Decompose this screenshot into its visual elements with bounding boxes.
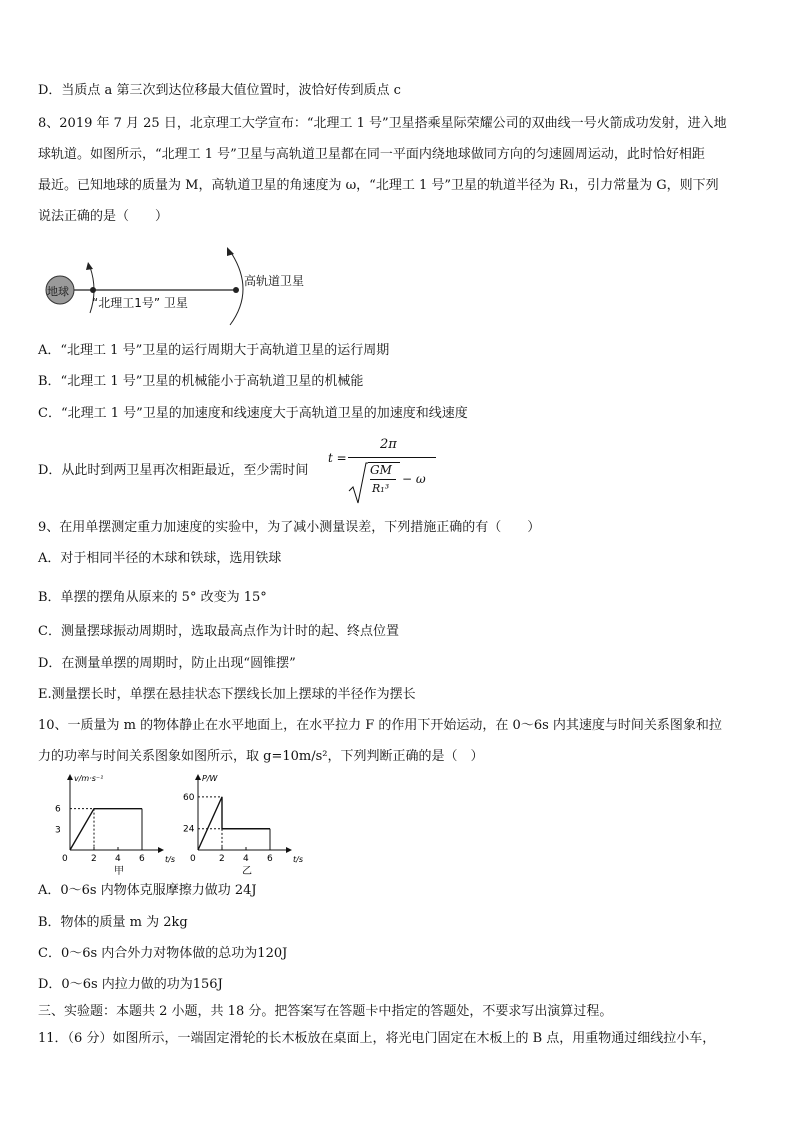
- q8-option-a: A．“北理工 1 号”卫星的运行周期大于高轨道卫星的运行周期: [38, 343, 390, 358]
- x-tick-label: 6: [267, 854, 273, 864]
- y-axis-label: v/m·s⁻¹: [74, 774, 104, 783]
- q8-option-c: C．“北理工 1 号”卫星的加速度和线速度大于高轨道卫星的加速度和线速度: [38, 406, 468, 421]
- q8-stem-line2: 球轨道。如图所示，“北理工 1 号”卫星与高轨道卫星都在同一平面内绕地球做同方向的匀速圆周运动，此时恰好相距: [38, 147, 705, 162]
- formula-r1: R₁³: [372, 482, 390, 495]
- q10-option-b: B．物体的质量 m 为 2kg: [38, 915, 188, 930]
- velocity-time-chart: [48, 772, 178, 882]
- high-satellite-dot: [233, 287, 239, 293]
- y-tick-label: 60: [183, 792, 195, 803]
- q9-option-a: A．对于相同半径的木球和铁球，选用铁球: [38, 551, 282, 566]
- q10-option-d: D．0～6s 内拉力做的功为156J: [38, 977, 223, 992]
- period-formula: [328, 437, 438, 507]
- x-axis-arrow: [286, 847, 292, 853]
- high-satellite-label: 高轨道卫星: [244, 274, 305, 288]
- series-line: [70, 809, 142, 850]
- x-axis-arrow: [158, 847, 164, 853]
- x-tick-label: 2: [219, 854, 225, 864]
- x-tick-label: 4: [115, 854, 121, 864]
- series-line: [198, 797, 270, 850]
- low-satellite-dot: [90, 287, 96, 293]
- formula-gm: GM: [370, 463, 392, 477]
- q9-stem: 9、在用单摆测定重力加速度的实验中，为了减小测量误差，下列措施正确的有（ ）: [38, 520, 541, 535]
- q8-option-d: D．从此时到两卫星再次相距最近，至少需时间: [38, 463, 309, 478]
- fraction-bar: [348, 457, 436, 458]
- power-time-chart: [176, 772, 306, 882]
- chart-caption: 乙: [242, 866, 252, 877]
- y-tick-label: 3: [55, 825, 61, 836]
- y-tick-label: 24: [183, 824, 195, 835]
- q8-stem-line4: 说法正确的是（ ）: [38, 209, 169, 224]
- x-axis-label: t/s: [165, 855, 175, 864]
- q11-stem-line1: 11．（6 分）如图所示，一端固定滑轮的长木板放在桌面上，将光电门固定在木板上的 B 点，用重物通过细线拉小车，: [38, 1031, 716, 1046]
- x-axis-label: t/s: [293, 855, 303, 864]
- x-tick-label: 6: [139, 854, 145, 864]
- q10-option-c: C．0～6s 内合外力对物体做的总功为120J: [38, 946, 288, 961]
- y-axis-label: P/W: [202, 774, 218, 783]
- x-tick-label: 2: [91, 854, 97, 864]
- q10-option-a: A．0～6s 内物体克服摩擦力做功 24J: [38, 883, 257, 898]
- formula-lhs: t =: [328, 451, 347, 465]
- low-satellite-label: “北理工1号” 卫星: [92, 296, 188, 310]
- q9-option-c: C．测量摆球振动周期时，选取最高点作为计时的起、终点位置: [38, 624, 399, 639]
- earth-label: 地球: [47, 285, 69, 298]
- y-axis-arrow: [195, 774, 201, 780]
- x-tick-label: 0: [190, 854, 196, 864]
- q8-stem-line1: 8、2019 年 7 月 25 日，北京理工大学宣布：“北理工 1 号”卫星搭乘星际荣耀公司的双曲线一号火箭成功发射，进入地: [38, 116, 727, 131]
- q9-option-b: B．单摆的摆角从原来的 5° 改变为 15°: [38, 590, 267, 605]
- x-tick-label: 4: [243, 854, 249, 864]
- q8-stem-line3: 最近。已知地球的质量为 M，高轨道卫星的角速度为 ω，“北理工 1 号”卫星的轨道半径为 R₁，引力常量为 G，则下列: [38, 178, 719, 193]
- y-tick-label: 6: [55, 804, 61, 815]
- q9-option-e: E.测量摆长时，单摆在悬挂状态下摆线长加上摆球的半径作为摆长: [38, 687, 416, 702]
- x-tick-label: 0: [62, 854, 68, 864]
- formula-minus-omega: − ω: [402, 472, 426, 486]
- q7-option-d: D．当质点 a 第三次到达位移最大值位置时，波恰好传到质点 c: [38, 83, 401, 98]
- y-axis-arrow: [67, 774, 73, 780]
- q10-stem-line1: 10、一质量为 m 的物体静止在水平地面上，在水平拉力 F 的作用下开始运动，在 0～6s 内其速度与时间关系图象和拉: [38, 718, 722, 733]
- formula-numerator: 2π: [380, 437, 397, 452]
- q8-option-b: B．“北理工 1 号”卫星的机械能小于高轨道卫星的机械能: [38, 374, 364, 389]
- chart-caption: 甲: [114, 866, 124, 877]
- q9-option-d: D．在测量单摆的周期时，防止出现“圆锥摆”: [38, 656, 296, 671]
- q10-stem-line2: 力的功率与时间关系图象如图所示，取 g=10m/s²，下列判断正确的是（ ）: [38, 749, 484, 764]
- section-3-heading: 三、实验题：本题共 2 小题，共 18 分。把答案写在答题卡中指定的答题处，不要求写出演算过程。: [38, 1004, 613, 1019]
